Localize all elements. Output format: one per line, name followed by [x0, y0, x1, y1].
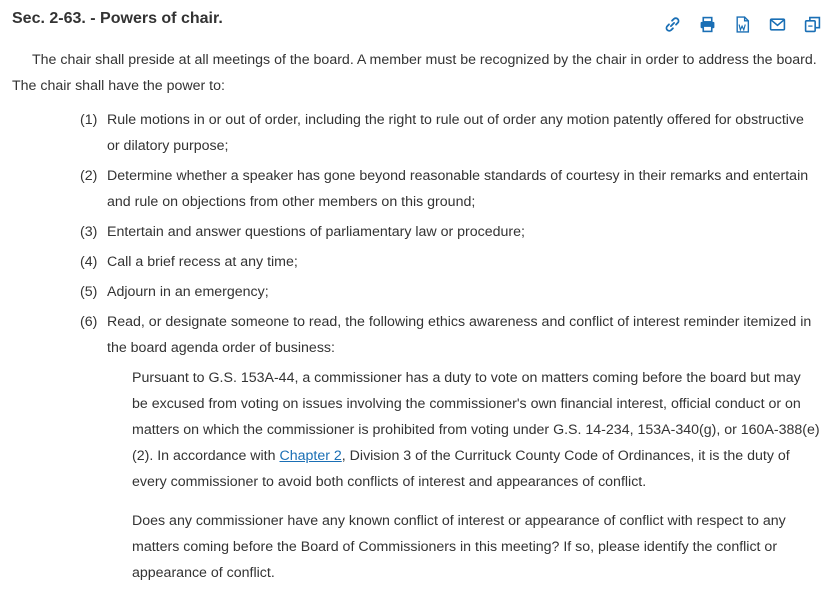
- reminder-text-before-link: Pursuant to G.S. 153A-44, a commissioner has a duty to vote on matters coming before the board but may be excused from voting on issues involving the commissioner's own financial interest, official conduct or on matters on which the commissioner is prohibited from voting under G.S. 14-234, 153A-340(g), or 160A-388(e)(2). In accordance with: [132, 370, 820, 464]
- list-item-number: (2): [80, 168, 98, 184]
- list-item-number: (6): [80, 314, 98, 330]
- copy-icon[interactable]: [804, 16, 821, 33]
- list-item-text: Determine whether a speaker has gone beyond reasonable standards of courtesy in their remarks and entertain and rule on objections from other members on this ground;: [107, 168, 809, 210]
- list-item: [80, 309, 820, 586]
- list-item-text: Entertain and answer questions of parliamentary law or procedure;: [107, 224, 525, 240]
- list-item-text: Call a brief recess at any time;: [107, 254, 298, 270]
- list-item: [80, 107, 820, 159]
- list-item-number: (4): [80, 254, 98, 270]
- section-title: Sec. 2-63. - Powers of chair.: [12, 10, 223, 27]
- reminder-text-after-link: , Division 3 of the Currituck County Code of Ordinances, it is the duty of every commissioner to avoid both conflicts of interest and appearances of conflict.: [132, 448, 790, 490]
- print-icon[interactable]: [699, 16, 716, 33]
- section-toolbar: [664, 16, 821, 33]
- email-icon[interactable]: [769, 16, 786, 33]
- word-document-icon[interactable]: [734, 16, 751, 33]
- list-item: [80, 249, 820, 275]
- list-item: [80, 163, 820, 215]
- link-icon[interactable]: [664, 16, 681, 33]
- list-item-text: Adjourn in an emergency;: [107, 284, 269, 300]
- ethics-reminder-block: [107, 365, 820, 586]
- list-item-number: (5): [80, 284, 98, 300]
- chapter-2-link[interactable]: Chapter 2: [279, 448, 342, 464]
- list-item-text: Read, or designate someone to read, the following ethics awareness and conflict of interest reminder itemized in the board agenda order of business:: [107, 314, 812, 356]
- powers-list: [12, 107, 820, 586]
- list-item-number: (3): [80, 224, 98, 240]
- list-item: [80, 219, 820, 245]
- list-item-text: Rule motions in or out of order, including the right to rule out of order any motion patently offered for obstructive or dilatory purpose;: [107, 112, 804, 154]
- intro-paragraph: The chair shall preside at all meetings of the board. A member must be recognized by the chair in order to address the board. The chair shall have the power to:: [12, 52, 817, 94]
- ethics-reminder-paragraph-2: Does any commissioner have any known conflict of interest or appearance of conflict with respect to any matters coming before the Board of Commissioners in this meeting? If so, please identify the conflict or appearance of conflict.: [132, 513, 786, 581]
- list-item-number: (1): [80, 112, 98, 128]
- section-content: [12, 47, 820, 590]
- ethics-reminder-paragraph-1: [132, 365, 820, 495]
- list-item: [80, 279, 820, 305]
- section-header: [12, 9, 821, 33]
